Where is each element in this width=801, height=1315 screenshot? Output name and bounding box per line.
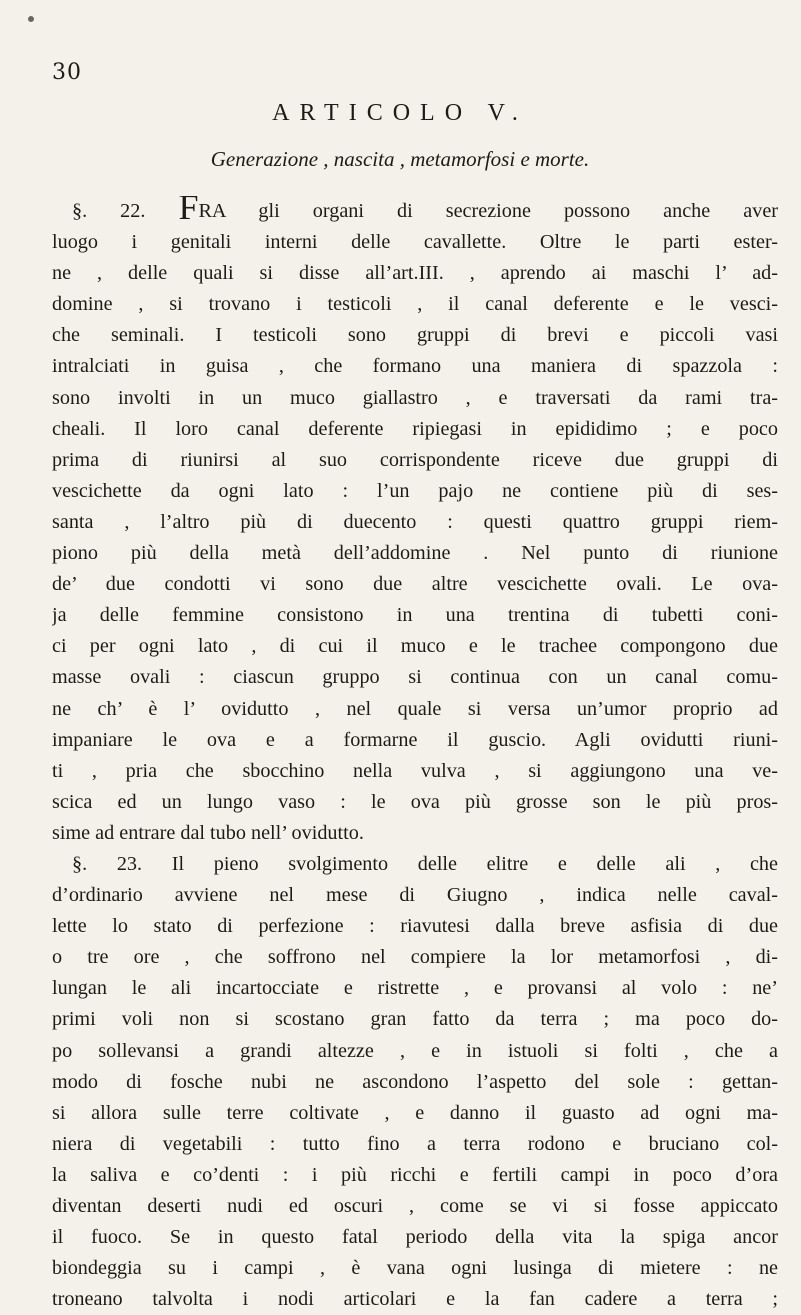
text-line: il fuoco. Se in questo fatal periodo della vita la spiga ancor	[52, 1226, 778, 1249]
chapter-subtitle: Generazione , nascita , metamorfosi e morte.	[210, 147, 590, 171]
section-23-paragraph	[52, 880, 778, 1315]
text-line: lette lo stato di perfezione : riavutesi dalla breve asfisia di due	[52, 915, 778, 938]
initial-letter: F	[178, 196, 199, 227]
text-line: scica ed un lungo vaso : le ova più grosse son le più pros-	[52, 790, 778, 813]
text-line: la saliva e co’denti : i più ricchi e fertili campi in poco d’ora	[52, 1163, 778, 1186]
text-line: sono involti in un muco giallastro , e traversati da rami tra-	[52, 386, 778, 409]
ink-spot	[28, 16, 34, 22]
text-line: che seminali. I testicoli sono gruppi di brevi e piccoli vasi	[52, 324, 778, 347]
text-line: vescichette da ogni lato : l’un pajo ne contiene più di ses-	[52, 479, 778, 502]
text-line: piono più della metà dell’addomine . Nel punto di riunione	[52, 542, 778, 565]
text-line: ja delle femmine consistono in una trentina di tubetti coni-	[52, 604, 778, 627]
section-22-paragraph	[52, 227, 778, 849]
text-line: impaniare le ova e a formarne il guscio. Agli ovidutti riuni-	[52, 728, 778, 751]
text-line: po sollevansi a grandi altezze , e in istuoli si folti , che a	[52, 1039, 778, 1062]
section-mark: §. 22.	[72, 200, 146, 222]
text-line: luogo i genitali interni delle cavallette. Oltre le parti ester-	[52, 231, 778, 254]
text-line: cheali. Il loro canal deferente ripiegasi in epididimo ; e poco	[52, 417, 778, 440]
text-line: d’ordinario avviene nel mese di Giugno , indica nelle caval-	[52, 884, 778, 907]
text-line: modo di fosche nubi ne ascondono l’aspetto del sole : gettan-	[52, 1070, 778, 1093]
chapter-heading: ARTICOLO V.	[272, 100, 528, 126]
page-number: 30	[52, 60, 82, 85]
text-line: ne ch’ è l’ ovidutto , nel quale si versa un’umor proprio ad	[52, 697, 778, 720]
opening-line-text: RA gli organi di secrezione possono anche aver	[198, 200, 778, 222]
text-line: diventan deserti nudi ed oscuri , come se vi si fosse appiccato	[52, 1195, 778, 1217]
text-line: ci per ogni lato , di cui il muco e le trachee compongono due	[52, 635, 778, 658]
text-line: troneano talvolta i nodi articolari e la fan cadere a terra ;	[52, 1288, 778, 1311]
text-line: primi voli non si scostano gran fatto da terra ; ma poco do-	[52, 1008, 778, 1031]
text-line: ti , pria che sbocchino nella vulva , si aggiungono una ve-	[52, 759, 778, 782]
text-line: sime ad entrare dal tubo nell’ ovidutto.	[52, 821, 364, 844]
text-line: ne , delle quali si disse all’art.III. , aprendo ai maschi l’ ad-	[52, 262, 778, 285]
text-line: si allora sulle terre coltivate , e danno il guasto ad ogni ma-	[52, 1101, 778, 1124]
text-line: lungan le ali incartocciate e ristrette , e provansi al volo : ne’	[52, 977, 778, 1000]
body-text	[52, 196, 778, 1315]
section-23-opening-line: §. 23. Il pieno svolgimento delle elitre e delle ali , che	[72, 852, 778, 875]
text-line: prima di riunirsi al suo corrispondente riceve due gruppi di	[52, 448, 778, 471]
text-line: santa , l’altro più di duecento : questi quattro gruppi riem-	[52, 510, 778, 533]
section-22-opening-line	[52, 196, 778, 227]
text-line: o tre ore , che soffrono nel compiere la lor metamorfosi , di-	[52, 946, 778, 969]
text-line: biondeggia su i campi , è vana ogni lusinga di mietere : ne	[52, 1257, 778, 1280]
text-line: de’ due condotti vi sono due altre vescichette ovali. Le ova-	[52, 573, 778, 596]
text-line: domine , si trovano i testicoli , il canal deferente e le vesci-	[52, 293, 778, 316]
text-line: intralciati in guisa , che formano una maniera di spazzola :	[52, 355, 778, 378]
text-line: niera di vegetabili : tutto fino a terra rodono e bruciano col-	[52, 1132, 778, 1155]
text-line: masse ovali : ciascun gruppo si continua con un canal comu-	[52, 666, 778, 689]
